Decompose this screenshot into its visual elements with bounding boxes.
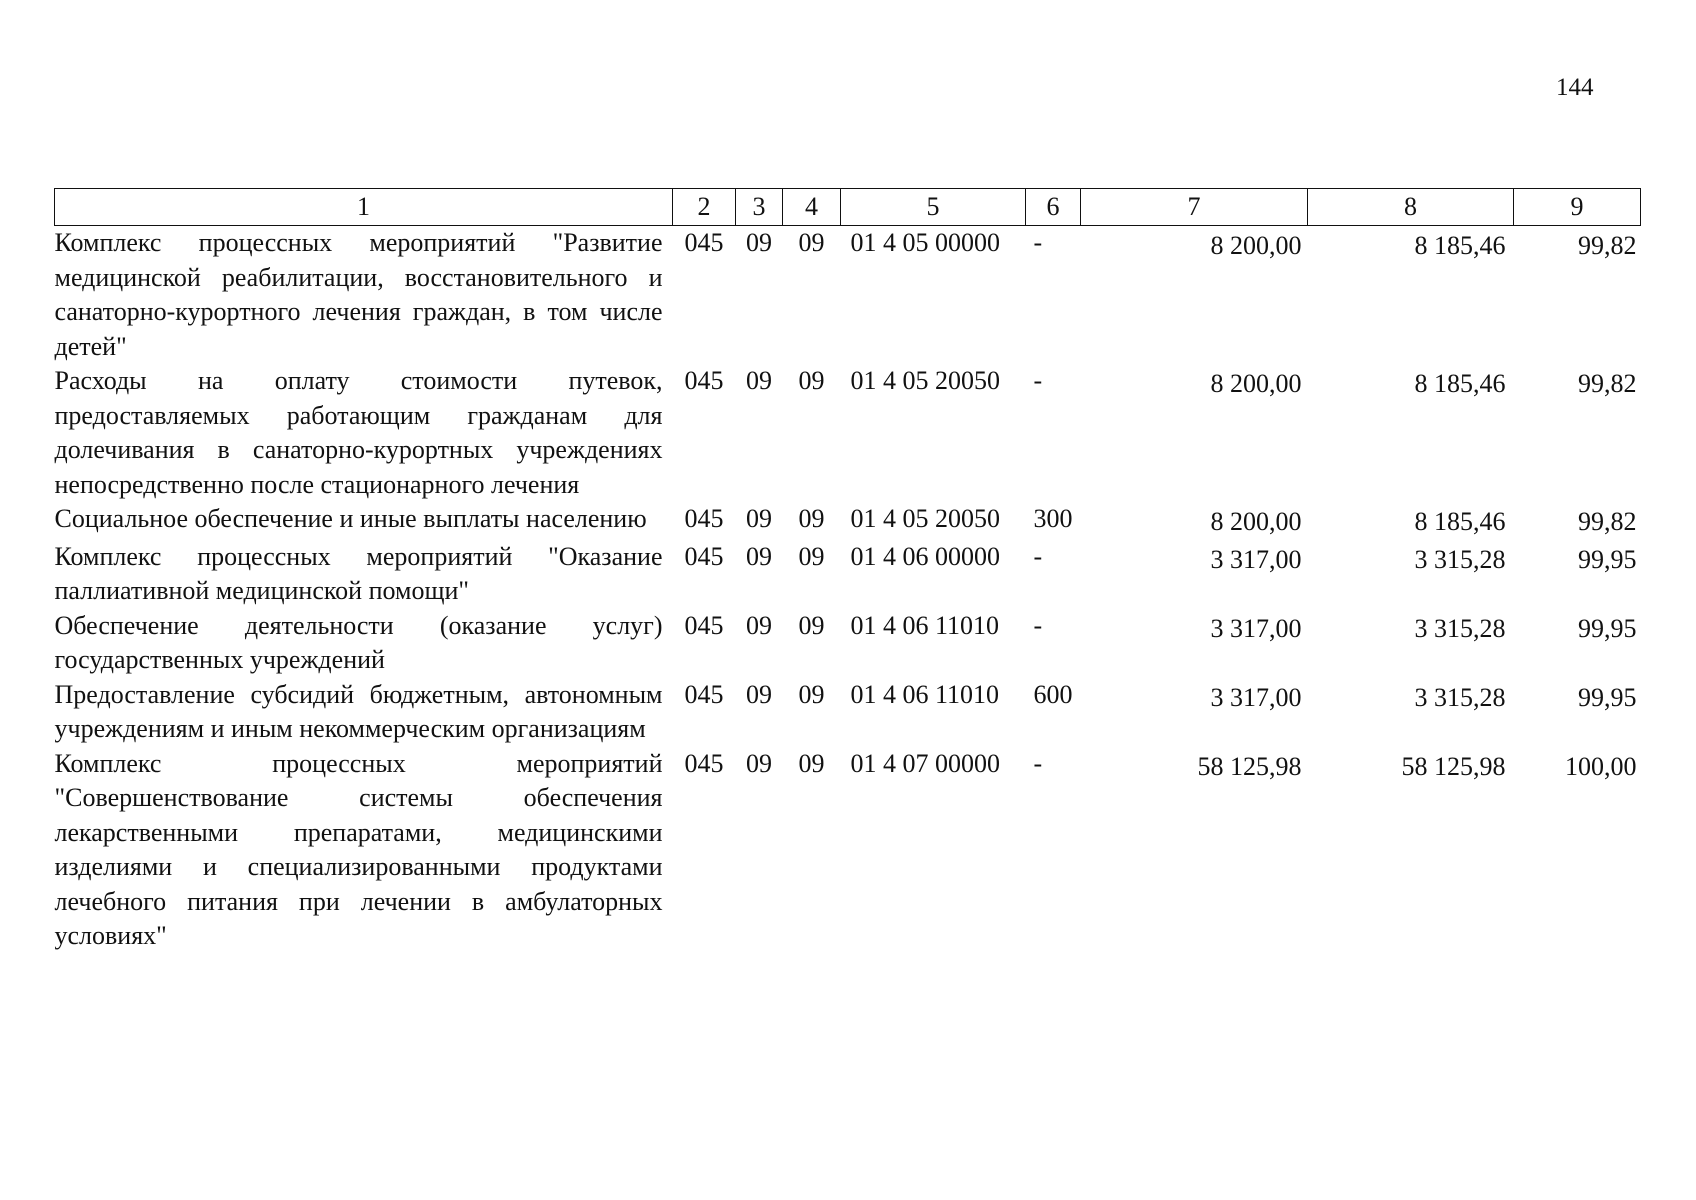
value-percent: 99,95	[1578, 544, 1637, 574]
column-header: 1	[55, 189, 673, 226]
value-plan: 8 200,00	[1210, 231, 1302, 260]
code-rz: 09	[746, 541, 772, 571]
table-row	[55, 678, 1641, 747]
column-header: 2	[673, 189, 736, 226]
column-header: 4	[783, 189, 841, 226]
column-header: 3	[736, 189, 783, 226]
code-ved: 045	[684, 610, 724, 640]
value-plan: 3 317,00	[1210, 544, 1302, 574]
code-ved: 045	[684, 366, 724, 395]
table-row	[55, 747, 1641, 954]
value-plan: 58 125,98	[1197, 751, 1302, 781]
value-plan: 3 317,00	[1210, 613, 1302, 643]
table-row	[55, 540, 1641, 609]
column-header: 9	[1514, 189, 1641, 226]
code-pr: 09	[798, 228, 825, 257]
table-row	[55, 609, 1641, 678]
code-pr: 09	[798, 679, 825, 709]
code-rz: 09	[746, 228, 772, 257]
code-vr: -	[1033, 366, 1043, 395]
code-rz: 09	[746, 610, 772, 640]
value-plan: 8 200,00	[1210, 369, 1302, 398]
value-percent: 99,82	[1578, 231, 1637, 260]
code-vr: -	[1033, 748, 1043, 778]
code-vr: 300	[1033, 504, 1073, 533]
row-name: Комплекс процессных мероприятий "Развитие медицинской реабилитации, восстановительного и санаторно-курортного лечения граждан, в том числе детей"	[54, 228, 663, 361]
code-pr: 09	[798, 504, 825, 533]
value-percent: 99,82	[1578, 507, 1637, 536]
table-header	[55, 189, 1641, 226]
value-fact: 58 125,98	[1401, 751, 1506, 781]
code-ved: 045	[684, 541, 724, 571]
value-fact: 8 185,46	[1414, 507, 1506, 536]
code-csr: 01 4 05 00000	[850, 228, 1000, 257]
code-ved: 045	[684, 504, 724, 533]
code-csr: 01 4 05 20050	[850, 366, 1000, 395]
page-number: 144	[1556, 74, 1594, 101]
code-rz: 09	[746, 748, 772, 778]
row-name: Социальное обеспечение и иные выплаты населению	[54, 504, 647, 533]
code-vr: 600	[1033, 679, 1073, 709]
code-pr: 09	[798, 610, 825, 640]
code-csr: 01 4 05 20050	[850, 504, 1000, 533]
budget-table	[54, 188, 1641, 954]
value-fact: 3 315,28	[1414, 613, 1506, 643]
code-pr: 09	[798, 366, 825, 395]
code-rz: 09	[746, 504, 772, 533]
value-plan: 3 317,00	[1210, 682, 1302, 712]
row-name: Обеспечение деятельности (оказание услуг) государственных учреждений	[54, 610, 663, 674]
value-plan: 8 200,00	[1210, 507, 1302, 536]
row-name: Расходы на оплату стоимости путевок, предоставляемых работающим гражданам для долечивания в санаторно-курортных учреждениях непосредственно после стационарного лечения	[54, 366, 663, 499]
row-name: Предоставление субсидий бюджетным, автономным учреждениям и иным некоммерческим организациям	[54, 679, 663, 743]
value-percent: 100,00	[1565, 751, 1637, 781]
code-pr: 09	[798, 748, 825, 778]
code-ved: 045	[684, 679, 724, 709]
value-percent: 99,95	[1578, 613, 1637, 643]
table-row	[55, 502, 1641, 540]
row-name: Комплекс процессных мероприятий "Оказание паллиативной медицинской помощи"	[54, 541, 663, 605]
column-header: 6	[1026, 189, 1081, 226]
value-percent: 99,95	[1578, 682, 1637, 712]
code-vr: -	[1033, 228, 1043, 257]
code-vr: -	[1033, 610, 1043, 640]
code-csr: 01 4 06 00000	[850, 541, 1000, 571]
table-body	[55, 226, 1641, 954]
code-csr: 01 4 06 11010	[850, 679, 1000, 709]
value-fact: 3 315,28	[1414, 682, 1506, 712]
table-row	[55, 226, 1641, 365]
code-csr: 01 4 06 11010	[850, 610, 1000, 640]
row-name: Комплекс процессных мероприятий "Совершенствование системы обеспечения лекарственными препаратами, медицинскими изделиями и специализированными продуктами лечебного питания при лечении в амбулаторных условиях"	[54, 748, 663, 950]
code-pr: 09	[798, 541, 825, 571]
code-ved: 045	[684, 748, 724, 778]
column-header: 5	[841, 189, 1026, 226]
code-rz: 09	[746, 679, 772, 709]
value-fact: 8 185,46	[1414, 369, 1506, 398]
column-header: 7	[1081, 189, 1308, 226]
code-ved: 045	[684, 228, 724, 257]
column-header: 8	[1308, 189, 1514, 226]
code-rz: 09	[746, 366, 772, 395]
value-percent: 99,82	[1578, 369, 1637, 398]
code-vr: -	[1033, 541, 1043, 571]
value-fact: 8 185,46	[1414, 231, 1506, 260]
code-csr: 01 4 07 00000	[850, 748, 1000, 778]
value-fact: 3 315,28	[1414, 544, 1506, 574]
table-row	[55, 364, 1641, 502]
